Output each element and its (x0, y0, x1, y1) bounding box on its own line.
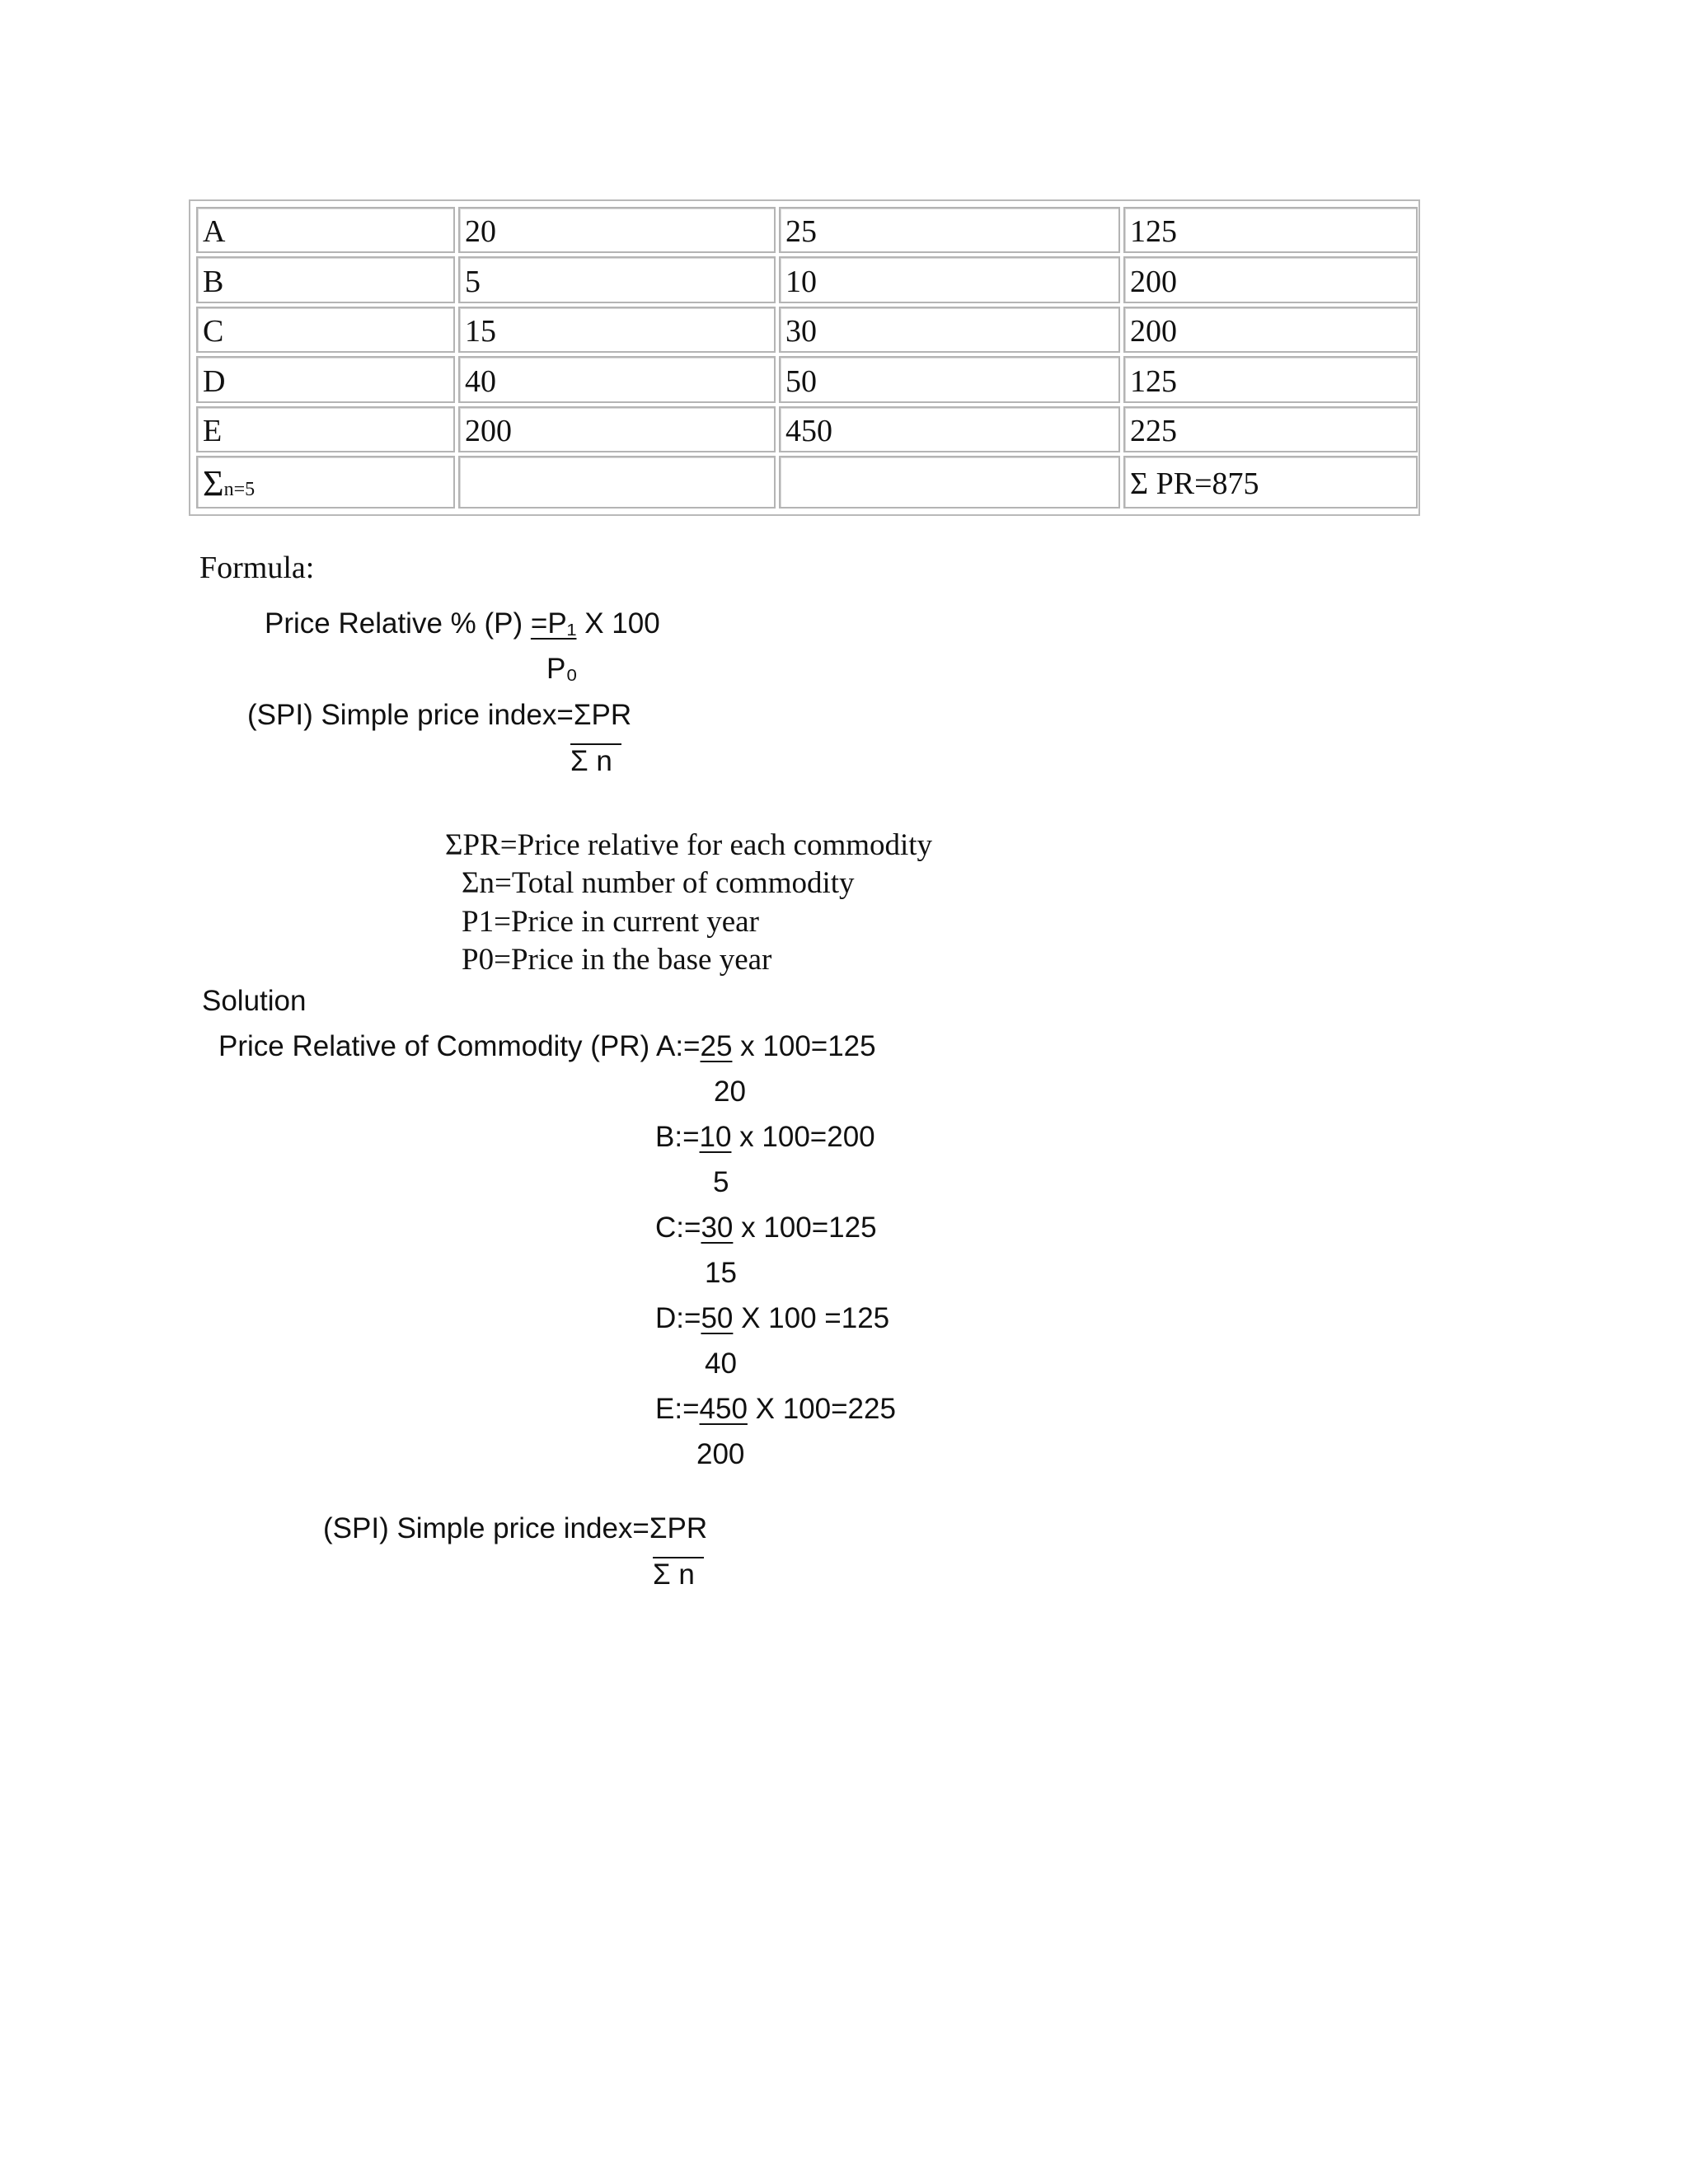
spi-denominator: Σ n (570, 745, 612, 777)
legend-line: P1=Price in current year (462, 905, 759, 939)
table-cell: 15 (458, 307, 776, 353)
table-cell: 50 (779, 356, 1120, 402)
table-cell: 20 (458, 207, 776, 253)
solution-prefix: C:= (655, 1212, 701, 1244)
solution-line-e (655, 1393, 896, 1426)
table-sum-row (196, 456, 1418, 509)
solution-result: x 100=125 (732, 1030, 876, 1062)
price-relative-formula (265, 607, 660, 640)
table-cell: 200 (458, 406, 776, 452)
table-cell: 450 (779, 406, 1120, 452)
sum-total-cell: Σ PR=875 (1123, 456, 1418, 509)
solution-prefix: A:= (655, 1030, 701, 1062)
table-cell: 40 (458, 356, 776, 402)
solution-numerator: 25 (700, 1030, 733, 1062)
table-cell: A (196, 207, 455, 253)
table-cell: E (196, 406, 455, 452)
table-row (196, 406, 1418, 452)
table-cell: 200 (1123, 307, 1418, 353)
solution-denominator: 5 (713, 1166, 729, 1198)
solution-line-a (218, 1030, 876, 1063)
spi-formula (247, 699, 631, 732)
solution-line-d (655, 1302, 889, 1335)
solution-line-c (655, 1212, 877, 1244)
solution-numerator: 10 (699, 1121, 732, 1153)
solution-result: X 100=225 (747, 1393, 896, 1425)
solution-denominator: 20 (714, 1076, 746, 1108)
table-cell (779, 456, 1120, 509)
price-relative-label: Price Relative % (P) (265, 607, 531, 640)
solution-prefix: D:= (655, 1302, 701, 1334)
solution-intro: Price Relative of Commodity (PR) (218, 1030, 656, 1062)
table-cell: 225 (1123, 406, 1418, 452)
solution-prefix: E:= (655, 1393, 700, 1425)
price-table (189, 199, 1420, 516)
solution-result: X 100 =125 (733, 1302, 890, 1334)
table-row (196, 356, 1418, 402)
legend-line: Σn=Total number of commodity (462, 866, 855, 900)
table-cell: 125 (1123, 356, 1418, 402)
price-table-grid (193, 204, 1421, 512)
price-relative-denominator: P₀ (546, 653, 578, 685)
price-relative-numerator: =P₁ (530, 607, 577, 640)
solution-numerator: 30 (701, 1212, 734, 1244)
solution-denominator: 200 (696, 1438, 745, 1470)
sum-label-cell (196, 456, 455, 509)
spi-numerator: ΣPR (649, 1512, 708, 1544)
solution-numerator: 50 (701, 1302, 734, 1334)
solution-result: x 100=125 (733, 1212, 877, 1244)
legend-line: ΣPR=Price relative for each commodity (445, 828, 933, 862)
table-row (196, 307, 1418, 353)
solution-numerator: 450 (699, 1393, 748, 1425)
table-cell: 125 (1123, 207, 1418, 253)
table-row (196, 256, 1418, 302)
table-cell: B (196, 256, 455, 302)
solution-denominator: 40 (705, 1347, 737, 1380)
table-cell: 30 (779, 307, 1120, 353)
table-cell: 10 (779, 256, 1120, 302)
sum-count-subscript: n=5 (223, 479, 256, 501)
table-cell: 200 (1123, 256, 1418, 302)
formula-heading: Formula: (199, 551, 315, 585)
legend-line: P0=Price in the base year (462, 943, 772, 977)
sigma-symbol: Σ (203, 463, 224, 504)
spi-numerator: ΣPR (573, 699, 632, 731)
solution-line-b (655, 1121, 875, 1154)
price-relative-multiplier: X 100 (576, 607, 660, 640)
table-cell: D (196, 356, 455, 402)
table-cell (458, 456, 776, 509)
solution-denominator: 15 (705, 1257, 737, 1289)
spi-denominator: Σ n (653, 1558, 695, 1591)
solution-result: x 100=200 (731, 1121, 875, 1153)
table-row (196, 207, 1418, 253)
spi-label: (SPI) Simple price index= (323, 1512, 649, 1544)
table-cell: C (196, 307, 455, 353)
solution-heading: Solution (202, 985, 307, 1017)
table-cell: 5 (458, 256, 776, 302)
spi-label: (SPI) Simple price index= (247, 699, 574, 731)
solution-spi-formula (323, 1512, 707, 1545)
table-cell: 25 (779, 207, 1120, 253)
solution-prefix: B:= (655, 1121, 700, 1153)
